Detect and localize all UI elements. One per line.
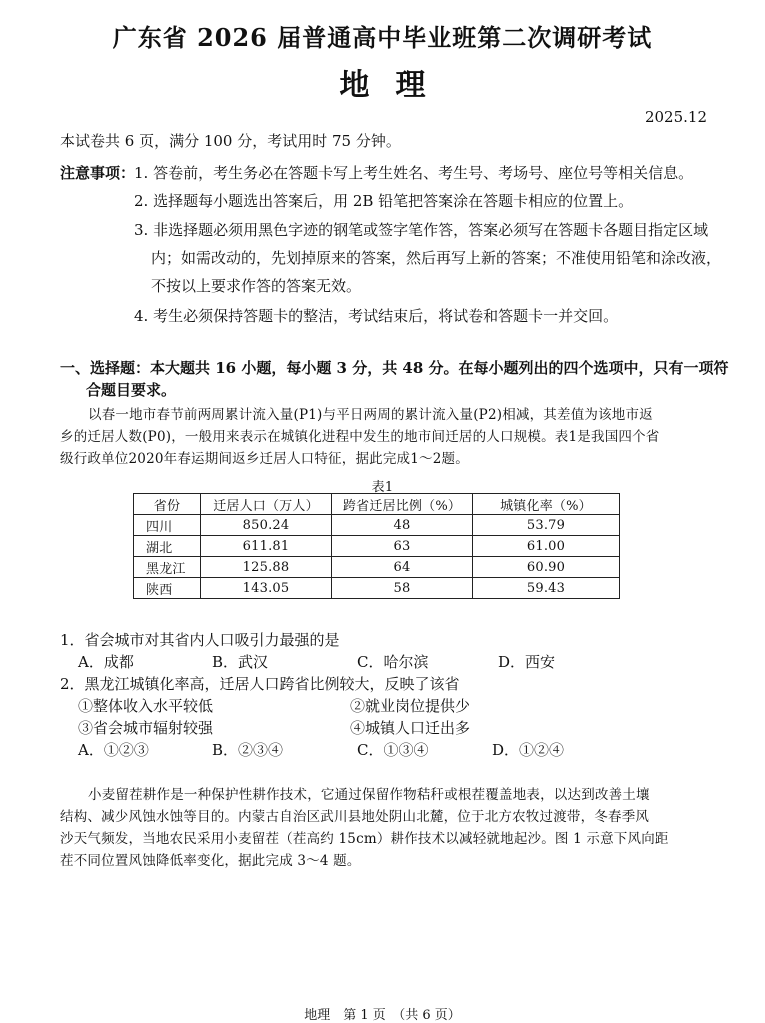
table-header: 跨省迁居比例（%） <box>332 494 473 515</box>
q2-statement-3: ③省会城市辐射较强 <box>78 719 214 737</box>
notice-label: 注意事项： <box>60 164 136 182</box>
notice-item-1: 1. 答卷前，考生务必在答题卡写上考生姓名、考生号、考场号、座位号等相关信息。 <box>134 164 694 182</box>
q1-option-c: C．哈尔滨 <box>357 653 429 671</box>
subject-title: 地理 <box>339 68 452 103</box>
table-cell: 611.81 <box>201 536 332 557</box>
table-cell: 850.24 <box>201 515 332 536</box>
exam-date: 2025.12 <box>644 108 707 126</box>
table-cell: 53.79 <box>473 515 620 536</box>
passage1-line-1: 以春一地市春节前两周累计流入量(P1)与平日两周的累计流入量(P2)相减，其差值为该地市返 <box>88 407 653 423</box>
table-cell: 湖北 <box>134 536 201 557</box>
notice-item-4: 4. 考生必须保持答题卡的整洁，考试结束后，将试卷和答题卡一并交回。 <box>134 307 619 325</box>
table-cell: 59.43 <box>473 578 620 599</box>
table-header: 迁居人口（万人） <box>201 494 332 515</box>
notice-item-3-cont: 内；如需改动的，先划掉原来的答案，然后再写上新的答案；不准使用铅笔和涂改液， <box>151 249 722 267</box>
passage2-line-1: 小麦留茬耕作是一种保护性耕作技术，它通过保留作物秸秆或根茬覆盖地表，以达到改善土壤 <box>88 787 650 803</box>
q1-option-a: A．成都 <box>78 653 134 671</box>
q2-option-b: B．②③④ <box>212 741 284 759</box>
notice-item-2: 2. 选择题每小题选出答案后，用 2B 铅笔把答案涂在答题卡相应的位置上。 <box>134 192 634 210</box>
q2-statement-2: ②就业岗位提供少 <box>350 697 471 715</box>
table-cell: 58 <box>332 578 473 599</box>
table-row <box>134 557 620 578</box>
table-row <box>134 578 620 599</box>
q1-option-b: B．武汉 <box>212 653 269 671</box>
data-table <box>133 493 620 599</box>
section-heading: 一、选择题：本大题共 16 小题，每小题 3 分，共 48 分。在每小题列出的四个选项中，只有一项符 <box>60 359 729 377</box>
notice-item-3: 3. 非选择题必须用黑色字迹的钢笔或签字笔作答，答案必须写在答题卡各题目指定区域 <box>134 221 709 239</box>
notice-item-3-cont2: 不按以上要求作答的答案无效。 <box>151 277 362 295</box>
page-footer: 地理 第 1 页 （共 6 页） <box>304 1008 461 1023</box>
q2-statement-1: ①整体收入水平较低 <box>78 697 214 715</box>
table-cell: 60.90 <box>473 557 620 578</box>
question-2-stem: 2．黑龙江城镇化率高，迁居人口跨省比例较大，反映了该省 <box>60 675 460 693</box>
q2-option-a: A．①②③ <box>78 741 149 759</box>
passage1-line-3: 级行政单位2020年春运期间返乡迁居人口特征，据此完成1～2题。 <box>60 451 469 467</box>
table-cell: 125.88 <box>201 557 332 578</box>
q1-option-d: D．西安 <box>498 653 556 671</box>
table-cell: 四川 <box>134 515 201 536</box>
question-1-stem: 1．省会城市对其省内人口吸引力最强的是 <box>60 631 340 649</box>
passage2-line-4: 茬不同位置风蚀降低率变化，据此完成 3～4 题。 <box>60 853 361 869</box>
table-row <box>134 515 620 536</box>
table-cell: 黑龙江 <box>134 557 201 578</box>
table-cell: 64 <box>332 557 473 578</box>
table-cell: 48 <box>332 515 473 536</box>
passage1-line-2: 乡的迁居人数(P0)，一般用来表示在城镇化进程中发生的地市间迁居的人口规模。表1是我国四个省 <box>60 429 660 445</box>
table-cell: 陕西 <box>134 578 201 599</box>
q2-option-c: C．①③④ <box>357 741 429 759</box>
passage2-line-2: 结构、减少风蚀水蚀等目的。内蒙古自治区武川县地处阴山北麓，位于北方农牧过渡带，冬春季风 <box>60 809 650 825</box>
table-cell: 61.00 <box>473 536 620 557</box>
q2-option-d: D．①②④ <box>492 741 565 759</box>
intro-text: 本试卷共 6 页，满分 100 分，考试用时 75 分钟。 <box>60 132 401 150</box>
table-header-row <box>134 494 620 515</box>
section-heading-cont: 合题目要求。 <box>86 381 177 399</box>
table-cell: 63 <box>332 536 473 557</box>
table-header: 省份 <box>134 494 201 515</box>
passage2-line-3: 沙天气频发，当地农民采用小麦留茬（茬高约 15cm）耕作技术以减轻就地起沙。图 1 示意下风向距 <box>60 831 669 847</box>
table-caption: 表1 <box>371 480 394 495</box>
table-row <box>134 536 620 557</box>
exam-title: 广东省 2026 届普通高中毕业班第二次调研考试 <box>112 23 653 52</box>
q2-statement-4: ④城镇人口迁出多 <box>350 719 471 737</box>
table-cell: 143.05 <box>201 578 332 599</box>
table-header: 城镇化率（%） <box>473 494 620 515</box>
